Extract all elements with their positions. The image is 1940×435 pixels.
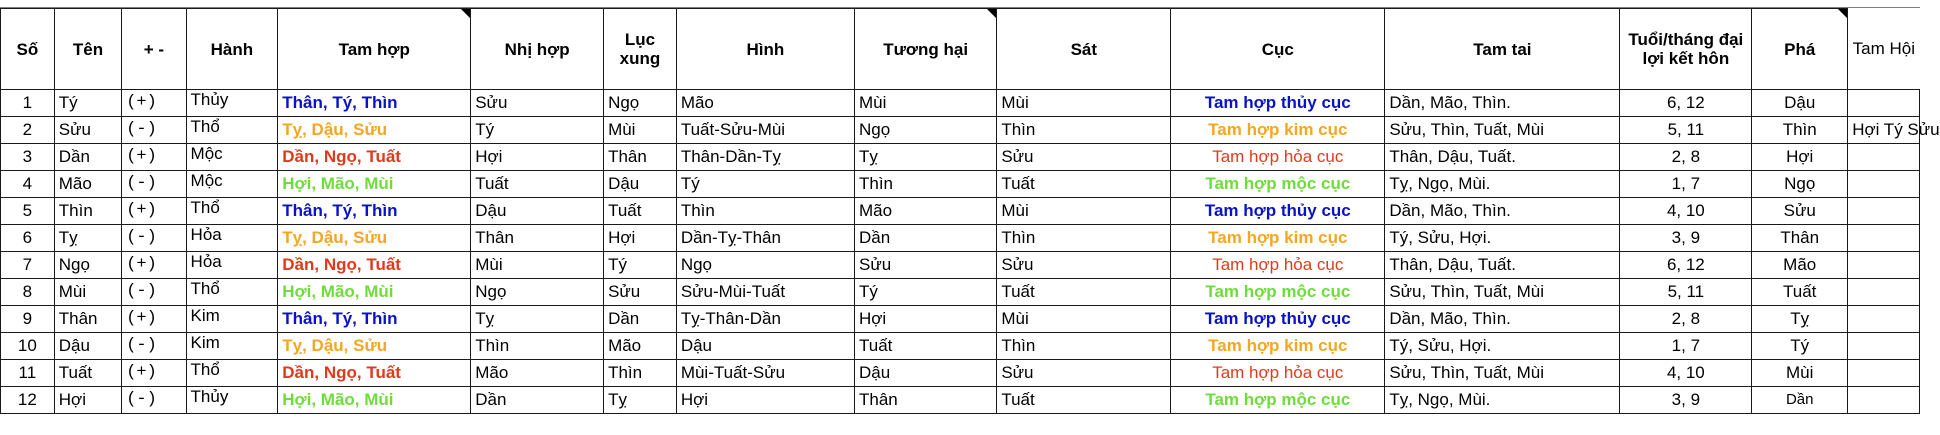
cell-tam-tai[interactable]: Dần, Mão, Thìn. (1385, 198, 1620, 225)
header-cell-luc-xung[interactable]: Lục xung (604, 9, 677, 90)
cell-cuc[interactable]: Tam hợp hỏa cục (1171, 144, 1385, 171)
cell-tam-hop[interactable]: Tỵ, Dậu, Sửu (278, 225, 471, 252)
cell-tuong-hai[interactable]: Tỵ (855, 144, 997, 171)
cell-hinh[interactable]: Ngọ (676, 252, 854, 279)
table-row (1, 333, 1920, 360)
cell-nhi-hop[interactable]: Dần (471, 387, 604, 414)
cell-tuoi[interactable]: 3, 9 (1620, 387, 1752, 414)
cell-nhi-hop[interactable]: Tuất (471, 171, 604, 198)
cell-cuc[interactable]: Tam hợp thủy cục (1171, 198, 1385, 225)
cell-luc-xung[interactable]: Mùi (604, 117, 677, 144)
cell-dau[interactable]: (+) (122, 144, 186, 171)
cell-hanh[interactable]: Kim (186, 306, 278, 333)
cell-ten[interactable]: Thân (54, 306, 121, 333)
cell-luc-xung[interactable]: Mão (604, 333, 677, 360)
cell-tuoi[interactable]: 4, 10 (1620, 198, 1752, 225)
cell-hanh[interactable]: Hỏa (186, 252, 278, 279)
cell-pha[interactable]: Dần (1752, 387, 1848, 414)
table-row (1, 360, 1920, 387)
cell-sat[interactable]: Sửu (997, 144, 1171, 171)
table-row (1, 198, 1920, 225)
cell-pha[interactable]: Thân (1752, 225, 1848, 252)
cell-so[interactable]: 10 (1, 333, 55, 360)
cell-tuong-hai[interactable]: Mùi (855, 90, 997, 117)
cell-pha[interactable]: Sửu (1752, 198, 1848, 225)
cell-luc-xung[interactable]: Dần (604, 306, 677, 333)
cell-ten[interactable]: Sửu (54, 117, 121, 144)
cell-tam-tai[interactable]: Sửu, Thìn, Tuất, Mùi (1385, 117, 1620, 144)
cell-tam-hoi[interactable] (1848, 387, 1920, 414)
cell-ten[interactable]: Tuất (54, 360, 121, 387)
cell-cuc[interactable]: Tam hợp thủy cục (1171, 90, 1385, 117)
cell-luc-xung[interactable]: Dậu (604, 171, 677, 198)
header-cell-nhi-hop[interactable]: Nhị hợp (471, 9, 604, 90)
cell-tam-tai[interactable]: Tý, Sửu, Hợi. (1385, 225, 1620, 252)
cell-nhi-hop[interactable]: Hợi (471, 144, 604, 171)
cell-dau[interactable]: (+) (122, 198, 186, 225)
cell-luc-xung[interactable]: Hợi (604, 225, 677, 252)
cell-tam-hop[interactable]: Tỵ, Dậu, Sửu (278, 117, 471, 144)
header-cell-cuc[interactable]: Cục (1171, 9, 1385, 90)
cell-hinh[interactable]: Mão (676, 90, 854, 117)
cell-sat[interactable]: Thìn (997, 225, 1171, 252)
cell-nhi-hop[interactable]: Tý (471, 117, 604, 144)
cell-hinh[interactable]: Sửu-Mùi-Tuất (676, 279, 854, 306)
table-row (1, 144, 1920, 171)
cell-cuc[interactable]: Tam hợp mộc cục (1171, 279, 1385, 306)
table-row (1, 117, 1920, 144)
cell-dau[interactable]: (+) (122, 252, 186, 279)
cell-so[interactable]: 4 (1, 171, 55, 198)
cell-luc-xung[interactable]: Tuất (604, 198, 677, 225)
header-cell-tuoi-thang[interactable]: Tuổi/tháng đại lợi kết hôn (1620, 9, 1752, 90)
cell-tuoi[interactable]: 2, 8 (1620, 306, 1752, 333)
cell-tam-tai[interactable]: Dần, Mão, Thìn. (1385, 306, 1620, 333)
cell-tam-hop[interactable]: Hợi, Mão, Mùi (278, 387, 471, 414)
header-cell-pha[interactable]: Phá (1752, 9, 1848, 90)
cell-tam-tai[interactable]: Tỵ, Ngọ, Mùi. (1385, 387, 1620, 414)
cell-so[interactable]: 8 (1, 279, 55, 306)
cell-so[interactable]: 11 (1, 360, 55, 387)
table-row (1, 90, 1920, 117)
header-row (1, 9, 1920, 90)
cell-tuoi[interactable]: 1, 7 (1620, 171, 1752, 198)
cell-dau[interactable]: (-) (122, 279, 186, 306)
cell-tam-hoi[interactable] (1848, 225, 1920, 252)
cell-tuong-hai[interactable]: Hợi (855, 306, 997, 333)
cell-tam-hop[interactable]: Tỵ, Dậu, Sửu (278, 333, 471, 360)
cell-tam-hoi[interactable] (1848, 90, 1920, 117)
cell-hanh[interactable]: Kim (186, 333, 278, 360)
cell-ten[interactable]: Tý (54, 90, 121, 117)
cell-cuc[interactable]: Tam hợp kim cục (1171, 225, 1385, 252)
cell-ten[interactable]: Dậu (54, 333, 121, 360)
header-cell-sat[interactable]: Sát (997, 9, 1171, 90)
cell-tam-hoi[interactable] (1848, 198, 1920, 225)
header-cell-hanh[interactable]: Hành (186, 9, 278, 90)
cell-tam-hoi[interactable] (1848, 333, 1920, 360)
cell-luc-xung[interactable]: Ngọ (604, 90, 677, 117)
cell-ten[interactable]: Ngọ (54, 252, 121, 279)
cell-nhi-hop[interactable]: Thân (471, 225, 604, 252)
cell-dau[interactable]: (+) (122, 360, 186, 387)
cell-nhi-hop[interactable]: Mão (471, 360, 604, 387)
header-cell-dau[interactable]: + - (122, 9, 186, 90)
cell-dau[interactable]: (-) (122, 387, 186, 414)
cell-cuc[interactable]: Tam hợp mộc cục (1171, 171, 1385, 198)
cell-tam-hop[interactable]: Dần, Ngọ, Tuất (278, 144, 471, 171)
cell-tuoi[interactable]: 1, 7 (1620, 333, 1752, 360)
cell-nhi-hop[interactable]: Mùi (471, 252, 604, 279)
cell-tuong-hai[interactable]: Tý (855, 279, 997, 306)
cell-tam-hoi[interactable] (1848, 252, 1920, 279)
sheet-top-border (0, 0, 1920, 8)
cell-tam-tai[interactable]: Tý, Sửu, Hợi. (1385, 333, 1620, 360)
cell-sat[interactable]: Tuất (997, 387, 1171, 414)
cell-tam-tai[interactable]: Thân, Dậu, Tuất. (1385, 144, 1620, 171)
cell-nhi-hop[interactable]: Sửu (471, 90, 604, 117)
header-cell-hinh[interactable]: Hình (676, 9, 854, 90)
cell-hanh[interactable]: Mộc (186, 144, 278, 171)
cell-sat[interactable]: Mùi (997, 90, 1171, 117)
cell-pha[interactable]: Thìn (1752, 117, 1848, 144)
cell-tuoi[interactable]: 5, 11 (1620, 117, 1752, 144)
cell-sat[interactable]: Mùi (997, 306, 1171, 333)
cell-luc-xung[interactable]: Thân (604, 144, 677, 171)
cell-tuoi[interactable]: 6, 12 (1620, 90, 1752, 117)
cell-hanh[interactable]: Mộc (186, 171, 278, 198)
table-row (1, 252, 1920, 279)
table-row (1, 306, 1920, 333)
cell-tuoi[interactable]: 4, 10 (1620, 360, 1752, 387)
cell-tuong-hai[interactable]: Sửu (855, 252, 997, 279)
cell-tam-hop[interactable]: Thân, Tý, Thìn (278, 198, 471, 225)
table-row (1, 225, 1920, 252)
cell-dau[interactable]: (+) (122, 306, 186, 333)
header-cell-tam-hop[interactable]: Tam hợp (278, 9, 471, 90)
cell-ten[interactable]: Thìn (54, 198, 121, 225)
cell-tam-hop[interactable]: Thân, Tý, Thìn (278, 306, 471, 333)
cell-cuc[interactable]: Tam hợp mộc cục (1171, 387, 1385, 414)
cell-tam-hoi[interactable] (1848, 279, 1920, 306)
cell-tam-hop[interactable]: Dần, Ngọ, Tuất (278, 360, 471, 387)
cell-tuong-hai[interactable]: Ngọ (855, 117, 997, 144)
cell-so[interactable]: 12 (1, 387, 55, 414)
cell-sat[interactable]: Thìn (997, 117, 1171, 144)
cell-tam-hoi[interactable] (1848, 360, 1920, 387)
cell-hinh[interactable]: Tý (676, 171, 854, 198)
cell-tam-hoi[interactable] (1848, 306, 1920, 333)
cell-so[interactable]: 7 (1, 252, 55, 279)
cell-hinh[interactable]: Tỵ-Thân-Dần (676, 306, 854, 333)
cell-pha[interactable]: Tuất (1752, 279, 1848, 306)
cell-tuoi[interactable]: 2, 8 (1620, 144, 1752, 171)
cell-tam-hop[interactable]: Dần, Ngọ, Tuất (278, 252, 471, 279)
cell-pha[interactable]: Ngọ (1752, 171, 1848, 198)
cell-tuong-hai[interactable]: Mão (855, 198, 997, 225)
cell-cuc[interactable]: Tam hợp kim cục (1171, 333, 1385, 360)
cell-sat[interactable]: Sửu (997, 252, 1171, 279)
cell-so[interactable]: 6 (1, 225, 55, 252)
cell-so[interactable]: 5 (1, 198, 55, 225)
cell-nhi-hop[interactable]: Thìn (471, 333, 604, 360)
cell-pha[interactable]: Dậu (1752, 90, 1848, 117)
cell-tam-hoi[interactable] (1848, 144, 1920, 171)
cell-ten[interactable]: Tỵ (54, 225, 121, 252)
cell-tam-hop[interactable]: Hợi, Mão, Mùi (278, 171, 471, 198)
cell-tam-hop[interactable]: Hợi, Mão, Mùi (278, 279, 471, 306)
cell-so[interactable]: 9 (1, 306, 55, 333)
cell-hinh[interactable]: Thân-Dần-Tỵ (676, 144, 854, 171)
cell-nhi-hop[interactable]: Ngọ (471, 279, 604, 306)
cell-tam-hop[interactable]: Thân, Tý, Thìn (278, 90, 471, 117)
table-row (1, 171, 1920, 198)
cell-tuoi[interactable]: 6, 12 (1620, 252, 1752, 279)
cell-tam-tai[interactable]: Dần, Mão, Thìn. (1385, 90, 1620, 117)
cell-hinh[interactable]: Tuất-Sửu-Mùi (676, 117, 854, 144)
cell-sat[interactable]: Thìn (997, 333, 1171, 360)
cell-tuong-hai[interactable]: Thân (855, 387, 997, 414)
cell-sat[interactable]: Mùi (997, 198, 1171, 225)
header-cell-tam-hoi[interactable]: Tam Hội (1848, 9, 1920, 90)
cell-tuoi[interactable]: 3, 9 (1620, 225, 1752, 252)
cell-hanh[interactable]: Thủy (186, 90, 278, 117)
cell-tam-hoi[interactable]: Hợi Tý Sửu (1848, 117, 1920, 144)
cell-hinh[interactable]: Dậu (676, 333, 854, 360)
cell-sat[interactable]: Sửu (997, 360, 1171, 387)
cell-tam-tai[interactable]: Sửu, Thìn, Tuất, Mùi (1385, 279, 1620, 306)
cell-dau[interactable]: (-) (122, 117, 186, 144)
cell-tam-tai[interactable]: Thân, Dậu, Tuất. (1385, 252, 1620, 279)
cell-sat[interactable]: Tuất (997, 279, 1171, 306)
cell-pha[interactable]: Tý (1752, 333, 1848, 360)
cell-pha[interactable]: Tỵ (1752, 306, 1848, 333)
cell-hinh[interactable]: Dần-Tỵ-Thân (676, 225, 854, 252)
cell-ten[interactable]: Mão (54, 171, 121, 198)
cell-cuc[interactable]: Tam hợp hỏa cục (1171, 252, 1385, 279)
cell-tam-tai[interactable]: Tỵ, Ngọ, Mùi. (1385, 171, 1620, 198)
cell-hanh[interactable]: Thổ (186, 360, 278, 387)
cell-hanh[interactable]: Hỏa (186, 225, 278, 252)
cell-luc-xung[interactable]: Sửu (604, 279, 677, 306)
cell-pha[interactable]: Mùi (1752, 360, 1848, 387)
cell-hinh[interactable]: Thìn (676, 198, 854, 225)
cell-pha[interactable]: Mão (1752, 252, 1848, 279)
cell-luc-xung[interactable]: Tỵ (604, 387, 677, 414)
cell-tuong-hai[interactable]: Dậu (855, 360, 997, 387)
cell-dau[interactable]: (-) (122, 171, 186, 198)
spreadsheet-table (0, 8, 1940, 414)
cell-hanh[interactable]: Thủy (186, 387, 278, 414)
cell-so[interactable]: 1 (1, 90, 55, 117)
cell-tuong-hai[interactable]: Tuất (855, 333, 997, 360)
table-row (1, 279, 1920, 306)
table-row (1, 387, 1920, 414)
cell-pha[interactable]: Hợi (1752, 144, 1848, 171)
cell-sat[interactable]: Tuất (997, 171, 1171, 198)
header-cell-tam-tai[interactable]: Tam tai (1385, 9, 1620, 90)
cell-dau[interactable]: (-) (122, 333, 186, 360)
cell-tuong-hai[interactable]: Dần (855, 225, 997, 252)
cell-ten[interactable]: Dần (54, 144, 121, 171)
cell-dau[interactable]: (+) (122, 90, 186, 117)
cell-hanh[interactable]: Thổ (186, 279, 278, 306)
cell-cuc[interactable]: Tam hợp hỏa cục (1171, 360, 1385, 387)
header-cell-so[interactable]: Số (1, 9, 55, 90)
cell-dau[interactable]: (-) (122, 225, 186, 252)
cell-cuc[interactable]: Tam hợp kim cục (1171, 117, 1385, 144)
cell-hanh[interactable]: Thổ (186, 117, 278, 144)
cell-tuoi[interactable]: 5, 11 (1620, 279, 1752, 306)
cell-nhi-hop[interactable]: Dậu (471, 198, 604, 225)
header-cell-tuong-hai[interactable]: Tương hại (855, 9, 997, 90)
cell-luc-xung[interactable]: Thìn (604, 360, 677, 387)
cell-luc-xung[interactable]: Tý (604, 252, 677, 279)
cell-tuong-hai[interactable]: Thìn (855, 171, 997, 198)
cell-hinh[interactable]: Hợi (676, 387, 854, 414)
cell-tam-hoi[interactable] (1848, 171, 1920, 198)
cell-hinh[interactable]: Mùi-Tuất-Sửu (676, 360, 854, 387)
cell-so[interactable]: 3 (1, 144, 55, 171)
cell-so[interactable]: 2 (1, 117, 55, 144)
cell-cuc[interactable]: Tam hợp thủy cục (1171, 306, 1385, 333)
header-cell-ten[interactable]: Tên (54, 9, 121, 90)
cell-hanh[interactable]: Thổ (186, 198, 278, 225)
cell-tam-tai[interactable]: Sửu, Thìn, Tuất, Mùi (1385, 360, 1620, 387)
cell-nhi-hop[interactable]: Tỵ (471, 306, 604, 333)
cell-ten[interactable]: Hợi (54, 387, 121, 414)
cell-ten[interactable]: Mùi (54, 279, 121, 306)
